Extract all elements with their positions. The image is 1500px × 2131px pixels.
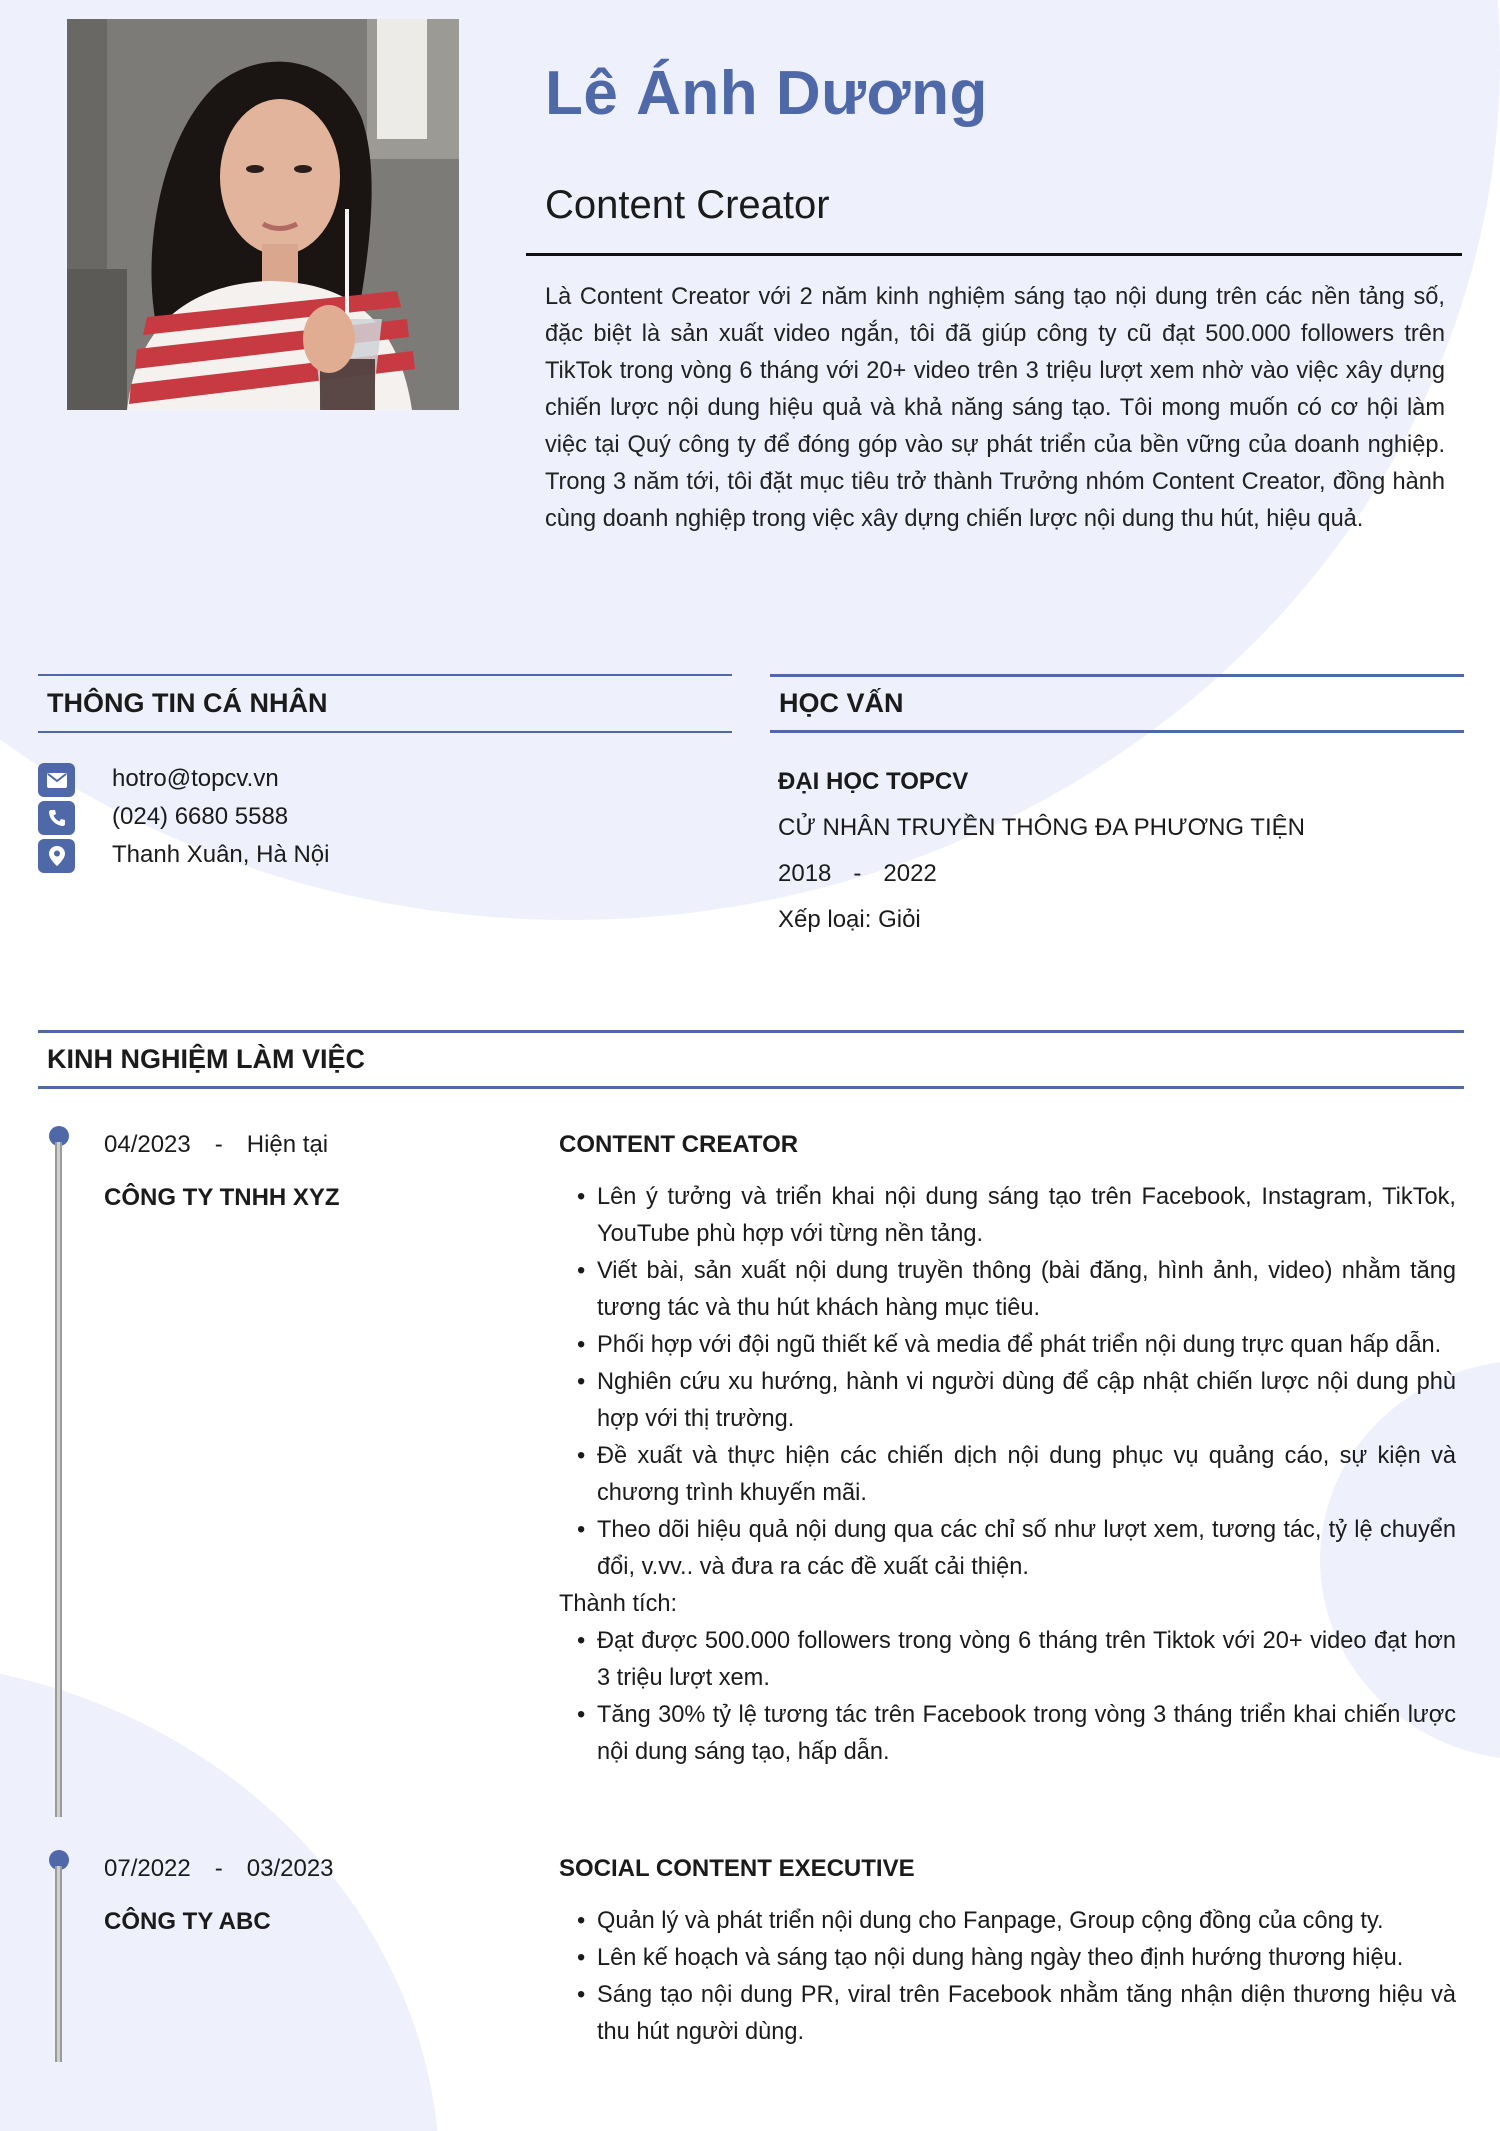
experience-heading: KINH NGHIỆM LÀM VIỆC [38,1030,1464,1089]
duty-item: • Lên ý tưởng và triển khai nội dung sáng tạo trên Facebook, Instagram, TikTok, YouTube phù hợp với từng nền tảng. [559,1179,1456,1253]
duty-item: • Lên kế hoạch và sáng tạo nội dung hàng ngày theo định hướng thương hiệu. [559,1940,1456,1977]
job-duties [559,1179,1456,1771]
duty-item: • Đề xuất và thực hiện các chiến dịch nội dung phục vụ quảng cáo, sự kiện và chương trình khuyến mãi. [559,1438,1456,1512]
candidate-name: Lê Ánh Dương [545,59,988,128]
job-end: Hiện tại [246,1131,329,1158]
education-period [778,860,937,888]
education-grade: Xếp loại: Giỏi [778,906,921,933]
job-company: CÔNG TY ABC [104,1908,271,1935]
contact-email [38,763,279,797]
job-duties [559,1903,1456,2051]
job-company: CÔNG TY TNHH XYZ [104,1184,340,1211]
duty-item: • Sáng tạo nội dung PR, viral trên Facebook nhằm tăng nhận diện thương hiệu và thu hút người dùng. [559,1977,1456,2051]
email-value[interactable]: hotro@topcv.vn [112,765,279,792]
job-position: SOCIAL CONTENT EXECUTIVE [559,1855,915,1882]
timeline-line [55,1142,62,1817]
job-dash: - [214,1855,223,1882]
profile-photo [67,19,459,410]
job-period [104,1855,334,1883]
phone-icon [38,801,75,835]
duty-item: • Phối hợp với đội ngũ thiết kế và media để phát triển nội dung trực quan hấp dẫn. [559,1327,1456,1364]
address-value: Thanh Xuân, Hà Nội [112,841,330,868]
job-end: 03/2023 [246,1855,334,1882]
education-school: ĐẠI HỌC TOPCV [778,768,969,795]
duty-item: • Viết bài, sản xuất nội dung truyền thông (bài đăng, hình ảnh, video) nhằm tăng tương tác và thu hút khách hàng mục tiêu. [559,1253,1456,1327]
job-start: 04/2023 [104,1131,191,1158]
contact-phone [38,801,289,835]
personal-info-heading: THÔNG TIN CÁ NHÂN [38,674,732,733]
contact-address [38,839,330,873]
education-end: 2022 [883,860,937,887]
location-pin-icon [38,839,75,873]
candidate-title: Content Creator [545,183,830,227]
duty-item: • Quản lý và phát triển nội dung cho Fanpage, Group cộng đồng của công ty. [559,1903,1456,1940]
duty-item: • Nghiên cứu xu hướng, hành vi người dùng để cập nhật chiến lược nội dung phù hợp với thị trường. [559,1364,1456,1438]
job-period [104,1131,328,1159]
job-start: 07/2022 [104,1855,191,1882]
education-heading: HỌC VẤN [770,674,1464,733]
timeline-line [55,1866,62,2062]
duty-item: • Theo dõi hiệu quả nội dung qua các chỉ số như lượt xem, tương tác, tỷ lệ chuyển đổi, v.vv.. và đưa ra các đề xuất cải thiện. [559,1512,1456,1586]
job-position: CONTENT CREATOR [559,1131,799,1158]
achievement-item: • Tăng 30% tỷ lệ tương tác trên Facebook trong vòng 3 tháng triển khai chiến lược nội dung sáng tạo, hấp dẫn. [559,1697,1456,1771]
achievements-label: Thành tích: [559,1591,678,1617]
job-dash: - [214,1131,223,1158]
education-dash: - [853,860,862,887]
achievement-item: • Đạt được 500.000 followers trong vòng 6 tháng trên Tiktok với 20+ video đạt hơn 3 triệu lượt xem. [559,1623,1456,1697]
header-divider [526,253,1462,256]
education-start: 2018 [778,860,832,887]
phone-value[interactable]: (024) 6680 5588 [112,803,289,830]
envelope-icon [38,763,75,797]
education-major: CỬ NHÂN TRUYỀN THÔNG ĐA PHƯƠNG TIỆN [778,814,1305,841]
career-summary: Là Content Creator với 2 năm kinh nghiệm sáng tạo nội dung trên các nền tảng số, đặc biệt là sản xuất video ngắn, tôi đã giúp công ty cũ đạt 500.000 followers trên TikTok trong vòng 6 tháng với 20+ video trên 3 triệu lượt xem nhờ vào việc xây dựng chiến lược nội dung hiệu quả và khả năng sáng tạo. Tôi mong muốn có cơ hội làm việc tại Quý công ty để đóng góp vào sự phát triển của bền vững của doanh nghiệp. Trong 3 năm tới, tôi đặt mục tiêu trở thành Trưởng nhóm Content Creator, đồng hành cùng doanh nghiệp trong việc xây dựng chiến lược nội dung thu hút, hiệu quả. [545,284,1445,532]
